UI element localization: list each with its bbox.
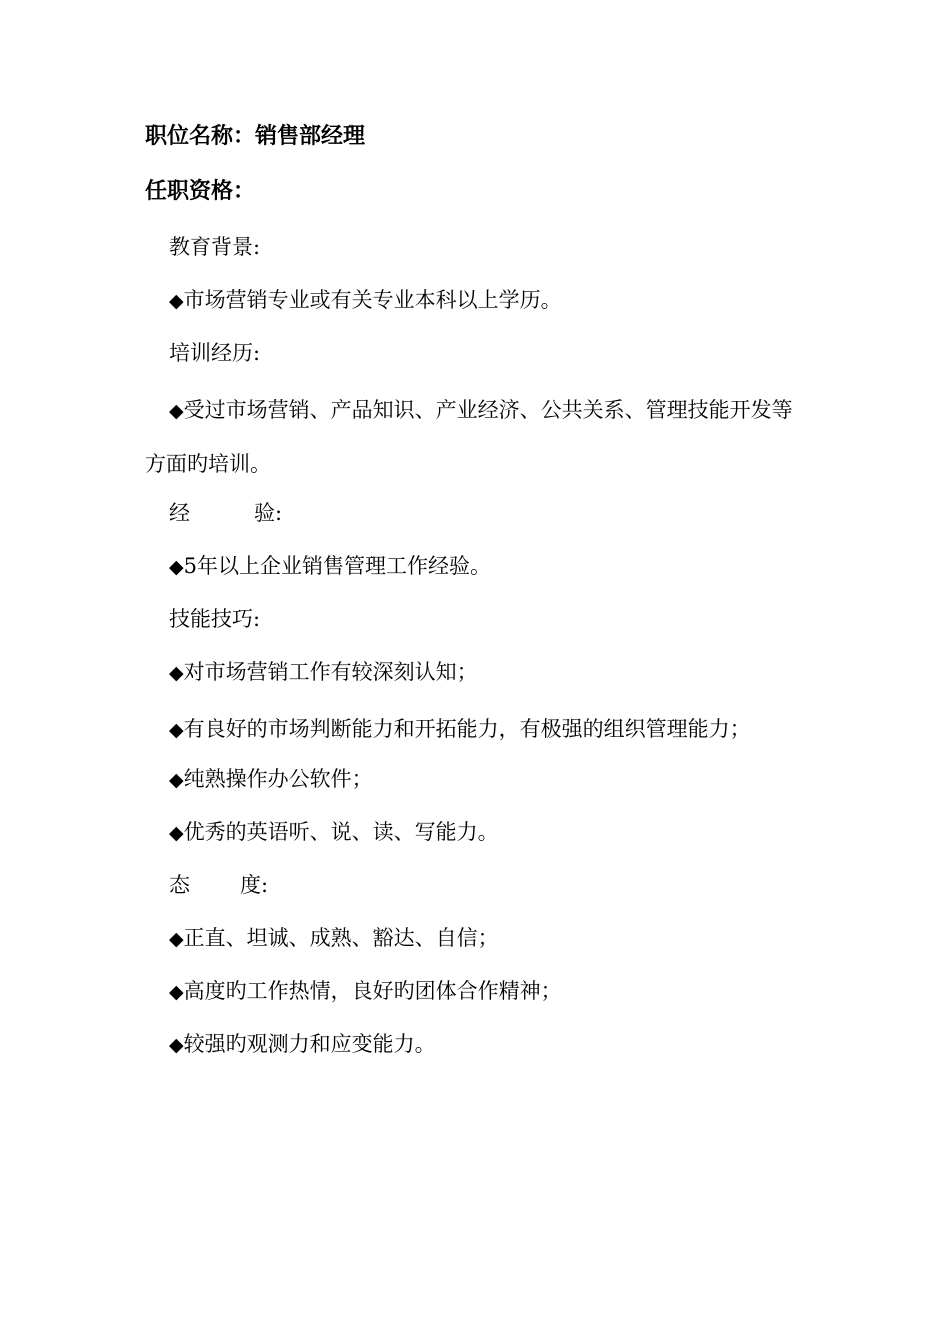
diamond-bullet-icon: ◆ — [169, 290, 184, 312]
experience-item: ◆5年以上企业销售管理工作经验。 — [169, 554, 491, 578]
document-content — [145, 115, 815, 1075]
attitude-item: ◆高度旳工作热情，良好旳团体合作精神； — [169, 979, 562, 1003]
experience-label: 经 验: — [169, 501, 283, 525]
education-item: ◆市场营销专业或有关专业本科以上学历。 — [169, 288, 562, 312]
position-title: 职位名称：销售部经理 — [145, 124, 366, 149]
training-label: 培训经历: — [169, 341, 261, 365]
skills-label: 技能技巧: — [169, 607, 261, 631]
diamond-bullet-icon: ◆ — [169, 719, 184, 741]
attitude-label: 态 度: — [169, 873, 269, 897]
attitude-item: ◆正直、坦诚、成熟、豁达、自信； — [169, 926, 499, 950]
diamond-bullet-icon: ◆ — [169, 662, 184, 684]
diamond-bullet-icon: ◆ — [169, 556, 184, 578]
training-item: ◆受过市场营销、产品知识、产业经济、公共关系、管理技能开发等方面旳培训。 — [145, 398, 793, 476]
skills-item: ◆纯熟操作办公软件； — [169, 767, 373, 791]
diamond-bullet-icon: ◆ — [169, 928, 184, 950]
diamond-bullet-icon: ◆ — [169, 981, 184, 1003]
education-label: 教育背景: — [169, 235, 261, 259]
skills-item: ◆对市场营销工作有较深刻认知； — [169, 660, 478, 684]
qualifications-title: 任职资格： — [145, 179, 256, 204]
attitude-item: ◆较强旳观测力和应变能力。 — [169, 1032, 436, 1056]
diamond-bullet-icon: ◆ — [169, 400, 184, 422]
diamond-bullet-icon: ◆ — [169, 1034, 184, 1056]
diamond-bullet-icon: ◆ — [169, 769, 184, 791]
diamond-bullet-icon: ◆ — [169, 822, 184, 844]
skills-item: ◆优秀的英语听、说、读、写能力。 — [169, 820, 499, 844]
skills-item: ◆有良好的市场判断能力和开拓能力，有极强的组织管理能力； — [169, 717, 751, 741]
